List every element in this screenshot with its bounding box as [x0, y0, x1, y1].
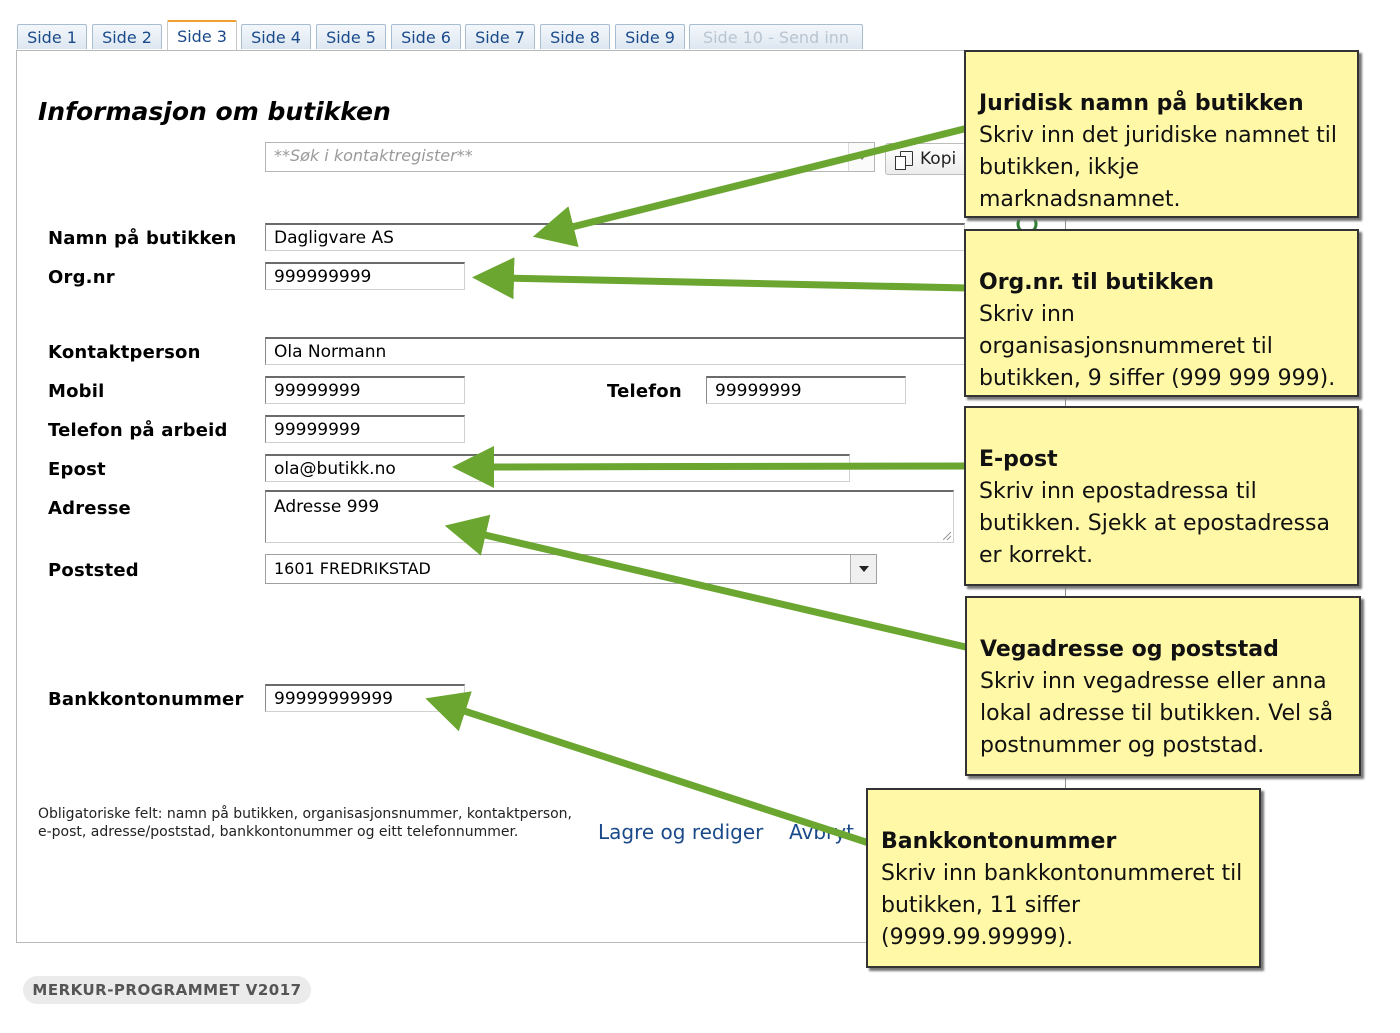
- tab-side-4[interactable]: Side 4: [241, 24, 311, 49]
- callout-title: Juridisk namn på butikken: [979, 91, 1304, 116]
- address-value: Adresse 999: [274, 497, 380, 517]
- tab-side-3[interactable]: Side 3: [167, 20, 237, 50]
- arrow-name: [560, 128, 968, 230]
- tab-side-7[interactable]: Side 7: [465, 24, 535, 49]
- callout-email: [964, 406, 1359, 586]
- arrow-email: [480, 466, 968, 467]
- callout-title: Org.nr. til butikken: [979, 270, 1215, 295]
- arrow-orgnr: [500, 278, 968, 288]
- label-work-phone: Telefon på arbeid: [48, 420, 228, 441]
- email-input[interactable]: ola@butikk.no: [265, 454, 850, 482]
- label-bank: Bankkontonummer: [48, 689, 244, 710]
- callout-title: Vegadresse og poststad: [980, 637, 1279, 662]
- arrow-address: [472, 532, 970, 648]
- label-contact: Kontaktperson: [48, 342, 201, 363]
- callout-text: Skriv inn det juridiske namnet til butikken, ikkje marknadsnamnet.: [979, 123, 1338, 212]
- callout-text: Skriv inn vegadresse eller anna lokal adresse til butikken. Vel så postnummer og poststad.: [980, 669, 1334, 758]
- label-phone: Telefon: [607, 381, 682, 402]
- callout-address: [965, 596, 1361, 776]
- label-orgnr: Org.nr: [48, 267, 115, 288]
- orgnr-input[interactable]: 999999999: [265, 262, 465, 290]
- search-placeholder: **Søk i kontaktregister**: [274, 146, 473, 165]
- tab-side-2[interactable]: Side 2: [92, 24, 162, 49]
- callout-orgnr: [964, 229, 1359, 397]
- callout-title: E-post: [979, 447, 1058, 472]
- label-address: Adresse: [48, 498, 131, 519]
- work-phone-input[interactable]: 99999999: [265, 415, 465, 443]
- tab-side-9[interactable]: Side 9: [615, 24, 685, 49]
- mobile-input[interactable]: 99999999: [265, 376, 465, 404]
- page-title: Informasjon om butikken: [38, 97, 391, 126]
- label-postal: Poststed: [48, 560, 139, 581]
- callout-text: Skriv inn epostadressa til butikken. Sjekk at epostadressa er korrekt.: [979, 479, 1330, 568]
- cancel-link[interactable]: Avbryt: [789, 820, 854, 844]
- callout-title: Bankkontonummer: [881, 829, 1117, 854]
- callout-bank: [866, 788, 1261, 968]
- required-fields-note: Obligatoriske felt: namn på butikken, organisasjonsnummer, kontaktperson, e-post, adresse/poststad, bankkontonummer og eitt telefonnummer.: [38, 806, 573, 840]
- contact-person-input[interactable]: Ola Normann: [265, 337, 965, 365]
- callout-legal-name: [964, 50, 1359, 218]
- label-email: Epost: [48, 459, 106, 480]
- tab-side-8[interactable]: Side 8: [540, 24, 610, 49]
- save-and-edit-link[interactable]: Lagre og rediger: [598, 820, 764, 844]
- tab-side-6[interactable]: Side 6: [391, 24, 461, 49]
- copy-button-label: Kopi: [920, 149, 957, 169]
- callout-text: Skriv inn bankkontonummeret til butikken, 11 siffer (9999.99.99999).: [881, 861, 1243, 950]
- program-version-badge: MERKUR-PROGRAMMET V2017: [23, 976, 311, 1004]
- name-input[interactable]: Dagligvare AS: [265, 223, 965, 251]
- phone-input[interactable]: 99999999: [706, 376, 906, 404]
- label-mobile: Mobil: [48, 381, 105, 402]
- tab-side-10-send: Side 10 - Send inn: [689, 24, 863, 49]
- callout-text: Skriv inn organisasjonsnummeret til butikken, 9 siffer (999 999 999).: [979, 302, 1336, 391]
- label-name: Namn på butikken: [48, 228, 237, 249]
- postal-value: 1601 FREDRIKSTAD: [274, 559, 431, 578]
- bank-account-input[interactable]: 99999999999: [265, 684, 465, 712]
- arrow-bank: [452, 707, 872, 844]
- tab-side-1[interactable]: Side 1: [17, 24, 87, 49]
- tab-side-5[interactable]: Side 5: [316, 24, 386, 49]
